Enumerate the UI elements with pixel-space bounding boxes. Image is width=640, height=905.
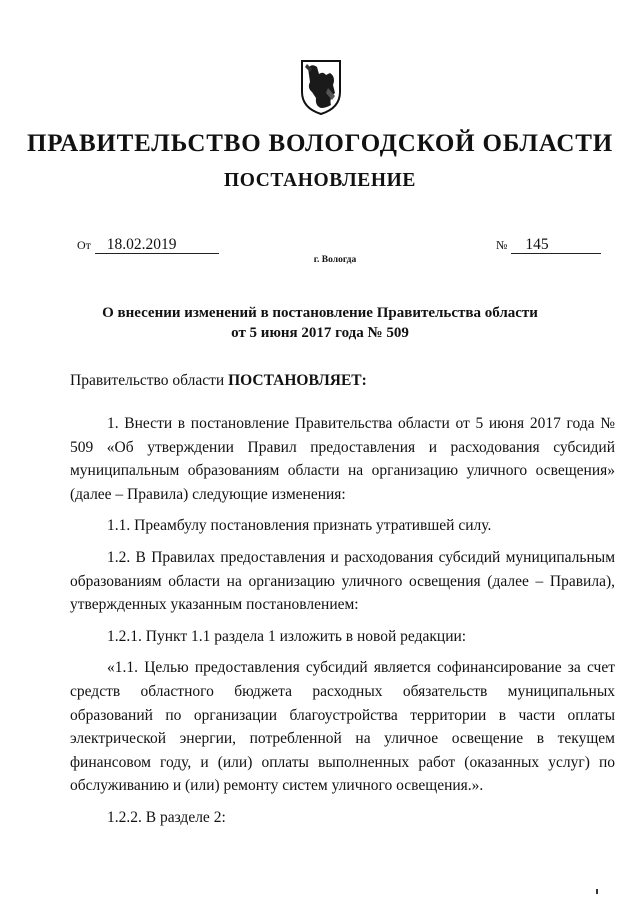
number-field [496,236,601,254]
preamble-emphasis: ПОСТАНОВЛЯЕТ: [228,372,367,389]
preamble [70,372,367,390]
date-prefix: От [77,238,91,252]
preamble-text: Правительство области [70,372,225,389]
paragraph-1-2-1: 1.2.1. Пункт 1.1 раздела 1 изложить в новой редакции: [107,627,467,645]
paragraph-1: 1. Внести в постановление Правительства области от 5 июня 2017 года № 509 «Об утверждении Правил предоставления и расходования субсидий муниципальным образованиям области на организацию уличного освещения» (далее – Правила) следующие изменения: [70,415,615,503]
city-label: г. Вологда [313,255,357,265]
number-prefix: № [496,238,508,252]
scan-mark [596,889,598,894]
document-type: ПОСТАНОВЛЕНИЕ [223,170,417,191]
date-field [77,236,219,254]
paragraph-1-2: 1.2. В Правилах предоставления и расходования субсидий муниципальным образованиям области на организацию уличного освещения (далее – Правила), утвержденных указанным постановлением: [70,548,615,614]
document-number: 145 [511,237,601,254]
document-date: 18.02.2019 [95,237,219,254]
coat-of-arms-icon [299,58,343,116]
paragraph-1-2-2: 1.2.2. В разделе 2: [107,808,226,826]
document-subject [0,303,640,343]
paragraph-1-1: 1.1. Преамбулу постановления признать утратившей силу. [107,517,492,535]
subject-line-2: от 5 июня 2017 года № 509 [231,325,409,341]
paragraph-quote-1-1: «1.1. Целью предоставления субсидий является софинансирование за счет средств областного бюджета расходных обязательств муниципальных образований по организации благоустройства территории в части оплаты электрической энергии, потребленной на уличное освещение в текущем финансовом году, и (или) оплаты выполненных работ (оказанных услуг) по обслуживанию и (или) ремонту систем уличного освещения.». [70,659,615,795]
subject-line-1: О внесении изменений в постановление Правительства области [102,305,538,321]
document-body [70,412,615,830]
government-title: ПРАВИТЕЛЬСТВО ВОЛОГОДСКОЙ ОБЛАСТИ [26,130,614,157]
